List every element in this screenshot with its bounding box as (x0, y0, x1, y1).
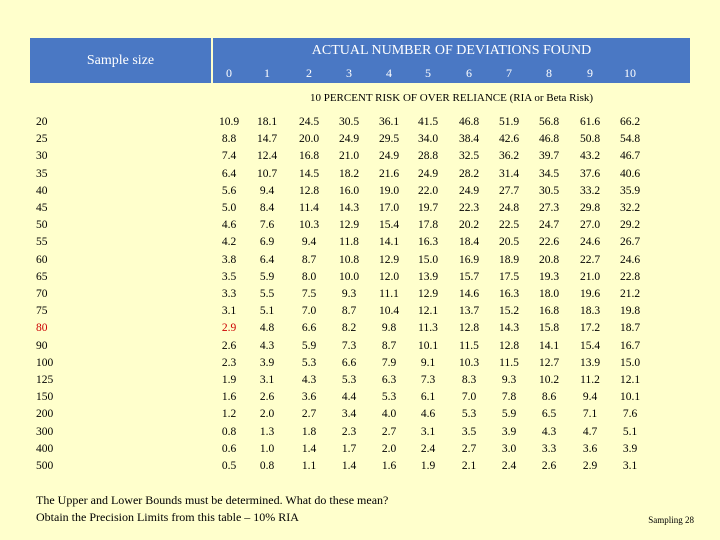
value-cell: 17.0 (378, 202, 400, 214)
value-cell: 1.9 (221, 374, 237, 386)
value-cell: 11.1 (379, 288, 399, 300)
value-cell: 2.9 (582, 460, 598, 472)
value-cell: 11.3 (418, 322, 438, 335)
deviations-title: ACTUAL NUMBER OF DEVIATIONS FOUND (311, 43, 592, 58)
column-header: 3 (346, 66, 352, 80)
value-cell: 0.8 (259, 460, 275, 472)
value-cell: 12.9 (417, 288, 439, 300)
value-cell: 5.5 (259, 288, 275, 300)
value-cell: 5.6 (221, 184, 237, 197)
sample-size-cell: 55 (36, 236, 48, 249)
value-cell: 10.8 (338, 253, 360, 266)
value-cell: 15.4 (378, 219, 400, 232)
value-cell: 21.0 (338, 150, 360, 163)
value-cell: 4.6 (420, 408, 436, 421)
value-cell: 26.7 (619, 236, 641, 249)
value-cell: 29.2 (619, 219, 641, 232)
sample-size-cell: 125 (36, 374, 54, 386)
value-cell: 4.3 (541, 425, 557, 438)
value-cell: 18.9 (498, 253, 520, 266)
value-cell: 15.7 (458, 270, 480, 283)
value-cell: 20.5 (498, 236, 520, 249)
table-row (0, 217, 720, 234)
value-cell: 5.9 (301, 339, 317, 352)
sample-size-cell: 400 (36, 442, 54, 455)
value-cell: 12.4 (256, 150, 278, 163)
value-cell: 61.6 (579, 116, 601, 128)
value-cell: 8.4 (259, 202, 275, 214)
value-cell: 3.3 (221, 288, 237, 300)
value-cell: 18.3 (579, 305, 601, 318)
value-cell: 18.4 (458, 236, 480, 249)
value-cell: 20.2 (458, 219, 480, 232)
value-cell: 4.3 (259, 339, 275, 352)
value-cell: 6.4 (221, 167, 237, 180)
risk-caption: 10 PERCENT RISK OF OVER RELIANCE (RIA or Beta Risk) (309, 92, 594, 104)
value-cell: 54.8 (619, 133, 641, 146)
value-cell: 28.8 (417, 150, 439, 163)
value-cell: 2.6 (221, 339, 237, 352)
value-cell: 9.4 (259, 184, 275, 197)
value-cell: 11.8 (339, 236, 359, 249)
value-cell: 41.5 (417, 116, 439, 128)
value-cell: 4.0 (381, 408, 397, 421)
value-cell: 3.3 (541, 442, 557, 455)
value-cell: 9.4 (582, 391, 598, 404)
table-row (0, 441, 720, 458)
value-cell: 7.4 (221, 150, 237, 163)
value-cell: 56.8 (538, 116, 560, 128)
column-header: 1 (264, 66, 270, 80)
value-cell: 33.2 (579, 184, 601, 197)
value-cell: 3.1 (259, 374, 275, 386)
value-cell: 3.9 (259, 356, 275, 369)
value-cell: 14.1 (378, 236, 400, 249)
value-cell: 28.2 (458, 167, 480, 180)
value-cell: 5.3 (381, 391, 397, 404)
value-cell: 22.7 (579, 253, 601, 266)
table-row (0, 148, 720, 165)
value-cell: 18.2 (338, 167, 360, 180)
sample-size-label: Sample size (86, 53, 155, 68)
value-cell: 35.9 (619, 184, 641, 197)
sample-size-cell: 90 (36, 339, 48, 352)
value-cell: 6.1 (420, 391, 436, 404)
table-row (0, 372, 720, 389)
value-cell: 11.4 (299, 202, 319, 214)
value-cell: 3.6 (582, 442, 598, 455)
value-cell: 10.7 (256, 167, 278, 180)
value-cell: 22.6 (538, 236, 560, 249)
value-cell: 14.5 (298, 167, 320, 180)
sample-size-cell: 25 (36, 133, 48, 146)
value-cell: 7.0 (301, 305, 317, 318)
value-cell: 7.6 (622, 408, 638, 421)
column-header: 7 (506, 66, 512, 80)
table-row (0, 269, 720, 286)
value-cell: 27.0 (579, 219, 601, 232)
value-cell: 66.2 (619, 116, 641, 128)
value-cell: 22.8 (619, 270, 641, 283)
value-cell: 6.4 (259, 253, 275, 266)
value-cell: 11.5 (499, 356, 519, 369)
value-cell: 15.2 (498, 305, 520, 318)
value-cell: 7.1 (582, 408, 598, 421)
table-row (0, 200, 720, 217)
value-cell: 20.8 (538, 253, 560, 266)
value-cell: 17.5 (498, 270, 520, 283)
value-cell: 12.0 (378, 270, 400, 283)
sample-size-cell: 40 (36, 184, 48, 197)
value-cell: 20.0 (298, 133, 320, 146)
value-cell: 27.7 (498, 184, 520, 197)
value-cell: 6.5 (541, 408, 557, 421)
column-header: 5 (425, 66, 431, 80)
value-cell: 3.5 (221, 270, 237, 283)
value-cell: 13.9 (417, 270, 439, 283)
value-cell: 22.0 (417, 184, 439, 197)
value-cell: 2.7 (381, 425, 397, 438)
value-cell: 19.8 (619, 305, 641, 318)
value-cell: 24.5 (298, 116, 320, 128)
value-cell: 24.8 (498, 202, 520, 214)
value-cell: 2.6 (259, 391, 275, 404)
footer-line-2: Obtain the Precision Limits from this table – 10% RIA (36, 510, 299, 524)
value-cell: 7.0 (461, 391, 477, 404)
value-cell: 7.3 (420, 374, 436, 386)
value-cell: 5.1 (259, 305, 275, 318)
column-header: 2 (306, 66, 312, 80)
value-cell: 1.8 (301, 425, 317, 438)
value-cell: 16.8 (538, 305, 560, 318)
table-row (0, 389, 720, 406)
value-cell: 24.7 (538, 219, 560, 232)
value-cell: 12.1 (417, 305, 439, 318)
table-row (0, 458, 720, 475)
sample-size-cell: 300 (36, 425, 54, 438)
value-cell: 10.4 (378, 305, 400, 318)
value-cell: 4.6 (221, 219, 237, 232)
value-cell: 5.1 (622, 425, 638, 438)
value-cell: 8.8 (221, 133, 237, 146)
sample-size-cell: 200 (36, 408, 54, 421)
value-cell: 12.1 (619, 374, 641, 386)
value-cell: 27.3 (538, 202, 560, 214)
footer-line-1: The Upper and Lower Bounds must be determined. What do these mean? (36, 493, 389, 507)
sample-size-cell: 500 (36, 460, 54, 472)
value-cell: 18.7 (619, 322, 641, 335)
value-cell: 24.6 (579, 236, 601, 249)
value-cell: 15.0 (619, 356, 641, 369)
table-row (0, 424, 720, 441)
value-cell: 37.6 (579, 167, 601, 180)
value-cell: 10.0 (338, 270, 360, 283)
sample-size-cell: 100 (36, 356, 54, 369)
value-cell: 9.1 (420, 356, 436, 369)
value-cell: 5.3 (301, 356, 317, 369)
value-cell: 1.4 (301, 442, 317, 455)
value-cell: 2.3 (221, 356, 237, 369)
value-cell: 14.7 (256, 133, 278, 146)
value-cell: 13.7 (458, 305, 480, 318)
value-cell: 19.7 (417, 202, 439, 214)
value-cell: 24.9 (338, 133, 360, 146)
value-cell: 1.4 (341, 460, 357, 472)
value-cell: 3.1 (221, 305, 237, 318)
value-cell: 5.9 (259, 270, 275, 283)
value-cell: 16.3 (498, 288, 520, 300)
value-cell: 43.2 (579, 150, 601, 163)
value-cell: 34.0 (417, 133, 439, 146)
value-cell: 3.9 (622, 442, 638, 455)
value-cell: 2.0 (259, 408, 275, 421)
value-cell: 7.6 (259, 219, 275, 232)
table-row (0, 166, 720, 183)
table-row (0, 406, 720, 423)
value-cell: 1.3 (259, 425, 275, 438)
value-cell: 24.9 (458, 184, 480, 197)
value-cell: 12.9 (338, 219, 360, 232)
table-row (0, 183, 720, 200)
value-cell: 17.8 (417, 219, 439, 232)
column-header: 9 (587, 66, 593, 80)
value-cell: 32.5 (458, 150, 480, 163)
value-cell: 8.7 (381, 339, 397, 352)
value-cell: 0.8 (221, 425, 237, 438)
sample-size-cell: 50 (36, 219, 48, 232)
value-cell: 4.2 (221, 236, 237, 249)
footer-notes (36, 492, 388, 526)
value-cell: 11.2 (580, 374, 600, 386)
value-cell: 4.4 (341, 391, 357, 404)
table-row (0, 114, 720, 131)
value-cell: 1.1 (301, 460, 317, 472)
value-cell: 8.6 (541, 391, 557, 404)
value-cell: 10.1 (619, 391, 641, 404)
value-cell: 14.3 (338, 202, 360, 214)
value-cell: 0.6 (221, 442, 237, 455)
value-cell: 39.7 (538, 150, 560, 163)
value-cell: 2.0 (381, 442, 397, 455)
value-cell: 19.6 (579, 288, 601, 300)
value-cell: 6.9 (259, 236, 275, 249)
value-cell: 36.1 (378, 116, 400, 128)
value-cell: 46.8 (458, 116, 480, 128)
sample-size-cell: 30 (36, 150, 48, 163)
value-cell: 3.4 (341, 408, 357, 421)
value-cell: 12.8 (498, 339, 520, 352)
value-cell: 3.8 (221, 253, 237, 266)
column-header: 10 (624, 66, 636, 80)
value-cell: 30.5 (538, 184, 560, 197)
value-cell: 9.4 (301, 236, 317, 249)
value-cell: 46.7 (619, 150, 641, 163)
value-cell: 15.4 (579, 339, 601, 352)
column-header: 4 (386, 66, 392, 80)
value-cell: 36.2 (498, 150, 520, 163)
value-cell: 22.5 (498, 219, 520, 232)
value-cell: 10.3 (298, 219, 320, 232)
column-header: 8 (546, 66, 552, 80)
value-cell: 1.7 (341, 442, 357, 455)
value-cell: 14.6 (458, 288, 480, 300)
value-cell: 29.5 (378, 133, 400, 146)
value-cell: 40.6 (619, 167, 641, 180)
value-cell: 46.8 (538, 133, 560, 146)
value-cell: 19.0 (378, 184, 400, 197)
slide-number: Sampling 28 (648, 515, 694, 525)
value-cell: 3.5 (461, 425, 477, 438)
value-cell: 2.9 (221, 322, 237, 335)
sample-size-cell: 60 (36, 253, 48, 266)
value-cell: 24.6 (619, 253, 641, 266)
value-cell: 24.9 (378, 150, 400, 163)
value-cell: 2.7 (301, 408, 317, 421)
table-row (0, 286, 720, 303)
value-cell: 2.7 (461, 442, 477, 455)
deviations-header (213, 38, 690, 83)
value-cell: 5.0 (221, 202, 237, 214)
value-cell: 5.3 (341, 374, 357, 386)
value-cell: 2.6 (541, 460, 557, 472)
value-cell: 8.7 (301, 253, 317, 266)
sample-size-cell: 75 (36, 305, 48, 318)
value-cell: 7.9 (381, 356, 397, 369)
table-row (0, 320, 720, 337)
value-cell: 21.2 (619, 288, 641, 300)
value-cell: 0.5 (221, 460, 237, 472)
value-cell: 38.4 (458, 133, 480, 146)
table-row (0, 131, 720, 148)
value-cell: 6.6 (301, 322, 317, 335)
table-row (0, 303, 720, 320)
value-cell: 9.3 (341, 288, 357, 300)
table-row (0, 234, 720, 251)
value-cell: 17.2 (579, 322, 601, 335)
value-cell: 21.6 (378, 167, 400, 180)
value-cell: 7.8 (501, 391, 517, 404)
value-cell: 5.3 (461, 408, 477, 421)
value-cell: 3.6 (301, 391, 317, 404)
value-cell: 2.4 (420, 442, 436, 455)
value-cell: 3.9 (501, 425, 517, 438)
table-row (0, 338, 720, 355)
value-cell: 1.9 (420, 460, 436, 472)
sample-size-cell: 45 (36, 202, 48, 214)
value-cell: 10.2 (538, 374, 560, 386)
value-cell: 29.8 (579, 202, 601, 214)
sample-size-cell: 20 (36, 116, 48, 128)
value-cell: 12.8 (298, 184, 320, 197)
value-cell: 19.3 (538, 270, 560, 283)
value-cell: 50.8 (579, 133, 601, 146)
value-cell: 16.7 (619, 339, 641, 352)
value-cell: 18.1 (256, 116, 278, 128)
value-cell: 2.3 (341, 425, 357, 438)
value-cell: 32.2 (619, 202, 641, 214)
value-cell: 7.5 (301, 288, 317, 300)
value-cell: 8.0 (301, 270, 317, 283)
value-cell: 8.2 (341, 322, 357, 335)
value-cell: 16.3 (417, 236, 439, 249)
value-cell: 10.9 (218, 116, 240, 128)
value-cell: 22.3 (458, 202, 480, 214)
value-cell: 12.9 (378, 253, 400, 266)
value-cell: 4.7 (582, 425, 598, 438)
value-cell: 15.0 (417, 253, 439, 266)
sample-size-cell: 65 (36, 270, 48, 283)
column-header: 0 (226, 66, 232, 80)
value-cell: 12.8 (458, 322, 480, 335)
value-cell: 21.0 (579, 270, 601, 283)
value-cell: 6.3 (381, 374, 397, 386)
value-cell: 10.3 (458, 356, 480, 369)
value-cell: 30.5 (338, 116, 360, 128)
sample-size-cell: 150 (36, 391, 54, 404)
value-cell: 31.4 (498, 167, 520, 180)
value-cell: 14.1 (538, 339, 560, 352)
value-cell: 1.6 (221, 391, 237, 404)
value-cell: 9.8 (381, 322, 397, 335)
value-cell: 7.3 (341, 339, 357, 352)
value-cell: 12.7 (538, 356, 560, 369)
value-cell: 10.1 (417, 339, 439, 352)
value-cell: 1.6 (381, 460, 397, 472)
value-cell: 9.3 (501, 374, 517, 386)
value-cell: 3.0 (501, 442, 517, 455)
value-cell: 16.9 (458, 253, 480, 266)
value-cell: 16.0 (338, 184, 360, 197)
value-cell: 18.0 (538, 288, 560, 300)
value-cell: 1.2 (221, 408, 237, 421)
value-cell: 15.8 (538, 322, 560, 335)
value-cell: 1.0 (259, 442, 275, 455)
value-cell: 42.6 (498, 133, 520, 146)
value-cell: 8.7 (341, 305, 357, 318)
column-header: 6 (466, 66, 472, 80)
sample-size-cell: 80 (36, 322, 48, 335)
value-cell: 4.3 (301, 374, 317, 386)
value-cell: 2.1 (461, 460, 477, 472)
value-cell: 11.5 (459, 339, 479, 352)
value-cell: 2.4 (501, 460, 517, 472)
value-cell: 6.6 (341, 356, 357, 369)
value-cell: 51.9 (498, 116, 520, 128)
value-cell: 14.3 (498, 322, 520, 335)
value-cell: 4.8 (259, 322, 275, 335)
sample-size-cell: 70 (36, 288, 48, 300)
value-cell: 5.9 (501, 408, 517, 421)
sample-size-header (30, 38, 211, 83)
sample-size-cell: 35 (36, 167, 48, 180)
value-cell: 8.3 (461, 374, 477, 386)
table-row (0, 252, 720, 269)
value-cell: 16.8 (298, 150, 320, 163)
value-cell: 3.1 (622, 460, 638, 472)
value-cell: 34.5 (538, 167, 560, 180)
value-cell: 3.1 (420, 425, 436, 438)
value-cell: 24.9 (417, 167, 439, 180)
table-row (0, 355, 720, 372)
value-cell: 13.9 (579, 356, 601, 369)
